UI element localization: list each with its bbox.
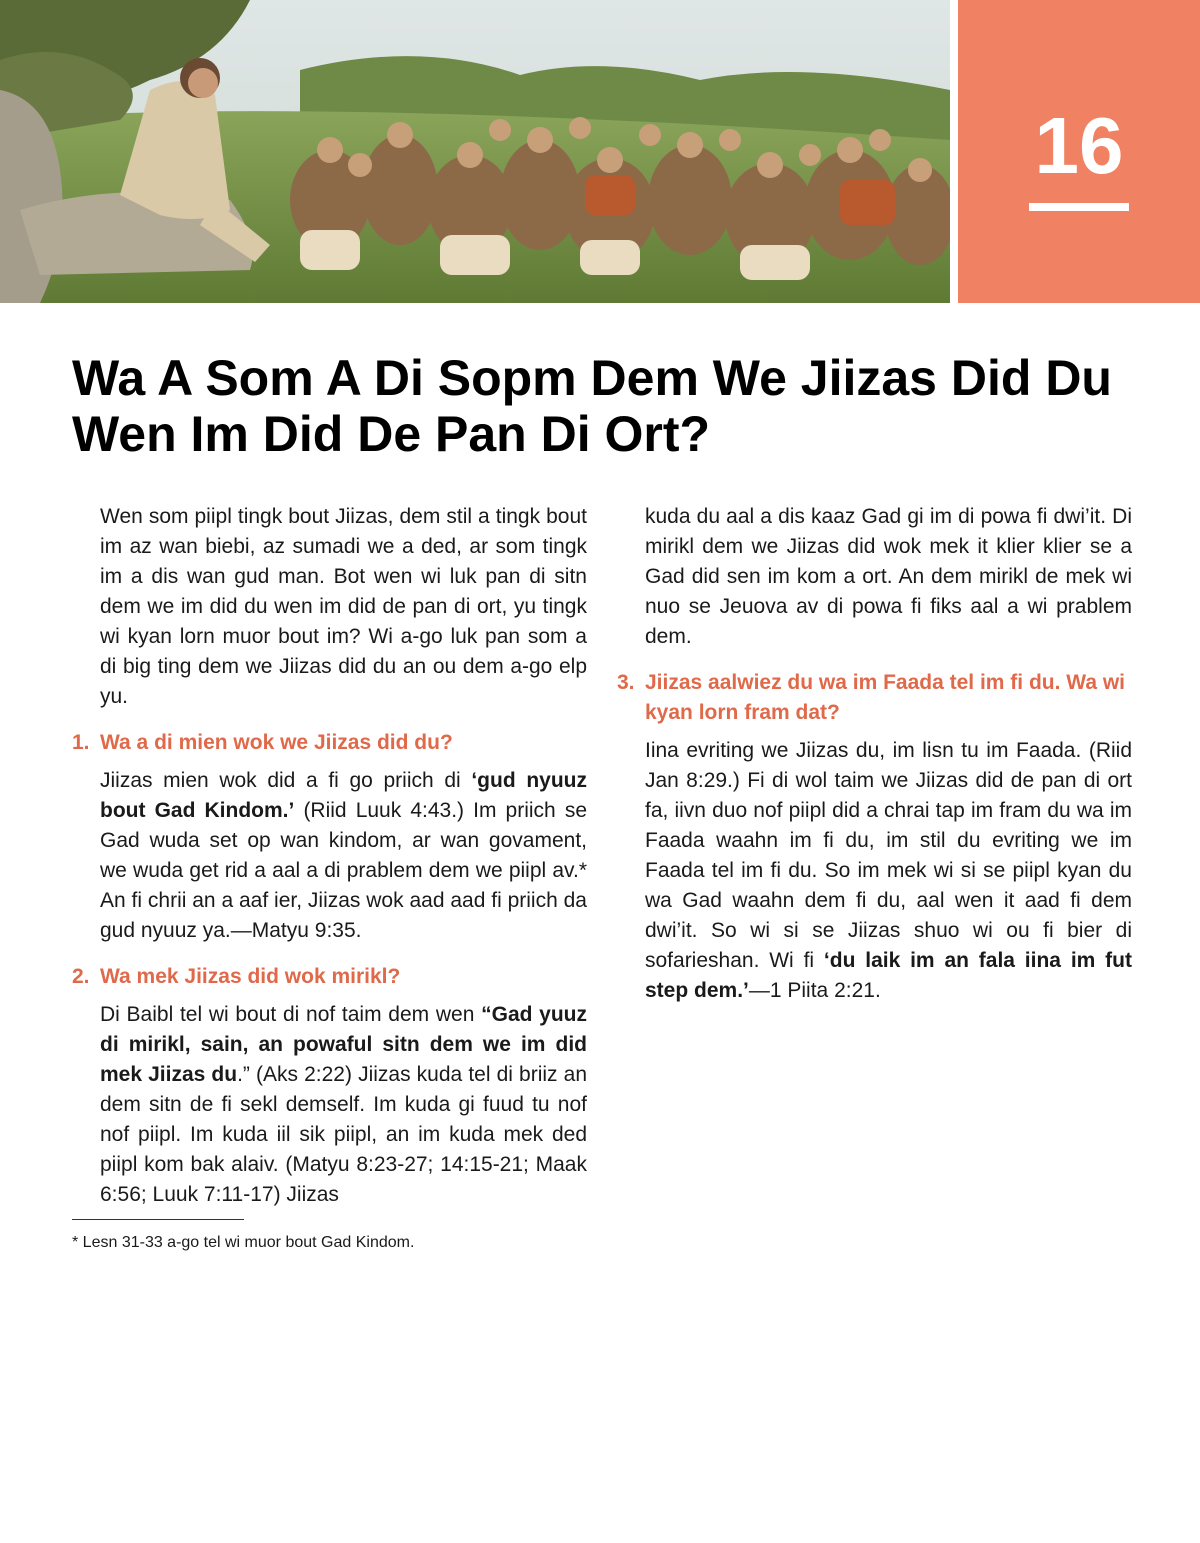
section-2-bold: “Gad yuuz di mirikl, sain, an powaful sitn dem we im did mek Jiizas du (100, 1003, 587, 1086)
section-2-continued: kuda du aal a dis kaaz Gad gi im di powa fi dwi’it. Di mirikl dem we Jiizas did wok mek it klier klier se a Gad did sen im kom a ort. An dem mirikl de mek wi nuo se Jeuova av di powa fi fiks aal a wi prablem dem. (645, 505, 1132, 648)
lesson-number-box (958, 0, 1200, 303)
section-3-text-a: Iina evriting we Jiizas du, im lisn tu im Faada. (Riid Jan 8:29.) Fi di wol taim we Jiizas did de pan di ort fa, iivn duo nof piipl did a chrai tap im fram du wa im Faada waahn im fi du, im stil du evriting we im Faada tel im fi du. So im mek wi si se piipl kyan du wa Gad waahn dem fi du, aal wen it aad fi dem dwi’it. So wi si se Jiizas shuo wi ou fi bier di sofarieshan. Wi fi (645, 739, 1132, 972)
question-3 (617, 668, 1132, 728)
section-3-paragraph (617, 736, 1132, 1006)
question-2 (72, 962, 587, 992)
page-title: Wa A Som A Di Sopm Dem We Jiizas Did Du Wen Im Did De Pan Di Ort? (72, 350, 1112, 462)
question-1-number: 1. (72, 731, 90, 754)
section-1-text-b: (Riid Luuk 4:43.) Im priich se Gad wuda set op wan kindom, ar wan govament, we wuda get rid a aal a di prablem dem we piipl av.* An fi chrii an a aaf ier, Jiizas wok aad aad fi priich da gud nyuuz ya.—Matyu 9:35. (100, 799, 588, 942)
section-2-text-b: .” (Aks 2:22) Jiizas kuda tel di briiz an dem sitn de fi sekl demself. Im kuda gi fuud tu nof nof piipl. Im kuda iil sik piipl, an im kuda mek ded piipl kom bak alaiv. (Matyu 8:23-27; 14:15-21; Maak 6:56; Luuk 7:11-17) Jiizas (100, 1063, 587, 1206)
banner-illustration (0, 0, 950, 303)
question-1 (72, 728, 587, 758)
section-2-paragraph (72, 1000, 587, 1210)
question-2-number: 2. (72, 965, 90, 988)
question-3-text: Jiizas aalwiez du wa im Faada tel im fi du. Wa wi kyan lorn fram dat? (645, 671, 1126, 724)
question-1-text: Wa a di mien wok we Jiizas did du? (100, 731, 453, 754)
footnote: * Lesn 31-33 a-go tel wi muor bout Gad Kindom. (72, 1234, 415, 1251)
hillside-crowd-image (0, 0, 950, 303)
lesson-number: 16 (1034, 101, 1124, 190)
section-1-paragraph (72, 766, 587, 946)
section-1-text-a: Jiizas mien wok did a fi go priich di (100, 769, 472, 792)
section-2-text-a: Di Baibl tel wi bout di nof taim dem wen (100, 1003, 482, 1026)
section-1-bold: ‘gud nyuuz bout Gad Kindom.’ (100, 769, 587, 822)
intro-paragraph: Wen som piipl tingk bout Jiizas, dem stil a tingk bout im az wan biebi, az sumadi we a ded, ar som tingk im a dis wan gud man. Bot wen wi luk pan di sitn dem we im did du wen im did de pan di ort, yu tingk wi kyan lorn muor bout im? Wi a-go luk pan som a di big ting dem we Jiizas did du an ou dem a-go elp yu. (100, 505, 587, 708)
section-3-text-b: —1 Piita 2:21. (748, 979, 881, 1002)
left-column (72, 502, 587, 1220)
question-2-text: Wa mek Jiizas did wok mirikl? (100, 965, 401, 988)
section-3-bold: ‘du laik im an fala iina im fut step dem.’ (645, 949, 1132, 1002)
lesson-number-underline (1029, 203, 1129, 211)
question-3-number: 3. (617, 671, 635, 694)
footnote-rule (72, 1219, 244, 1220)
right-column (617, 502, 1132, 1016)
